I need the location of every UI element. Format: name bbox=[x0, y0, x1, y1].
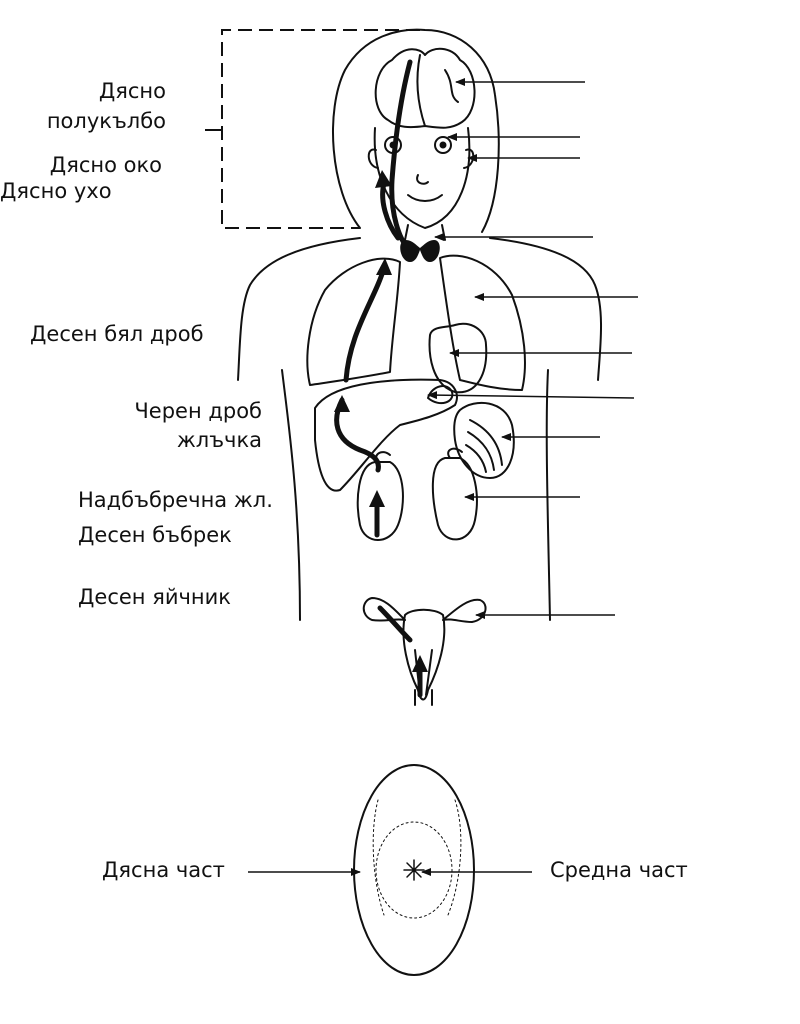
label-right-ovary: Десен яйчник bbox=[78, 585, 231, 609]
hair-outline bbox=[333, 30, 499, 232]
brain-shape bbox=[376, 49, 475, 128]
label-right-hemisphere-1: Дясно bbox=[98, 79, 166, 103]
label-right-kidney: Десен бъбрек bbox=[78, 523, 232, 547]
right-lung-shape bbox=[307, 259, 400, 385]
label-middle-part: Средна част bbox=[550, 858, 688, 882]
thyroid-shape bbox=[400, 240, 440, 262]
heart-shape bbox=[430, 324, 487, 393]
label-right-part: Дясна част bbox=[102, 858, 225, 882]
face-outline bbox=[375, 128, 470, 228]
liver-shape bbox=[315, 380, 457, 491]
label-right-ear: Дясно ухо bbox=[0, 179, 112, 203]
torso-outline bbox=[238, 238, 360, 380]
label-liver: Черен дроб bbox=[134, 399, 262, 423]
label-adrenal: Надбъбречна жл. bbox=[78, 488, 273, 512]
label-right-eye: Дясно око bbox=[49, 153, 162, 177]
pointer-stomach bbox=[428, 395, 634, 398]
label-right-hemisphere-2: полукълбо bbox=[46, 109, 166, 133]
label-right-lung: Десен бял дроб bbox=[30, 322, 204, 346]
left-kidney-shape bbox=[433, 458, 477, 539]
uterus-shape bbox=[403, 610, 444, 700]
label-gallbladder: жлъчка bbox=[176, 428, 262, 452]
left-lung-shape bbox=[440, 256, 525, 390]
